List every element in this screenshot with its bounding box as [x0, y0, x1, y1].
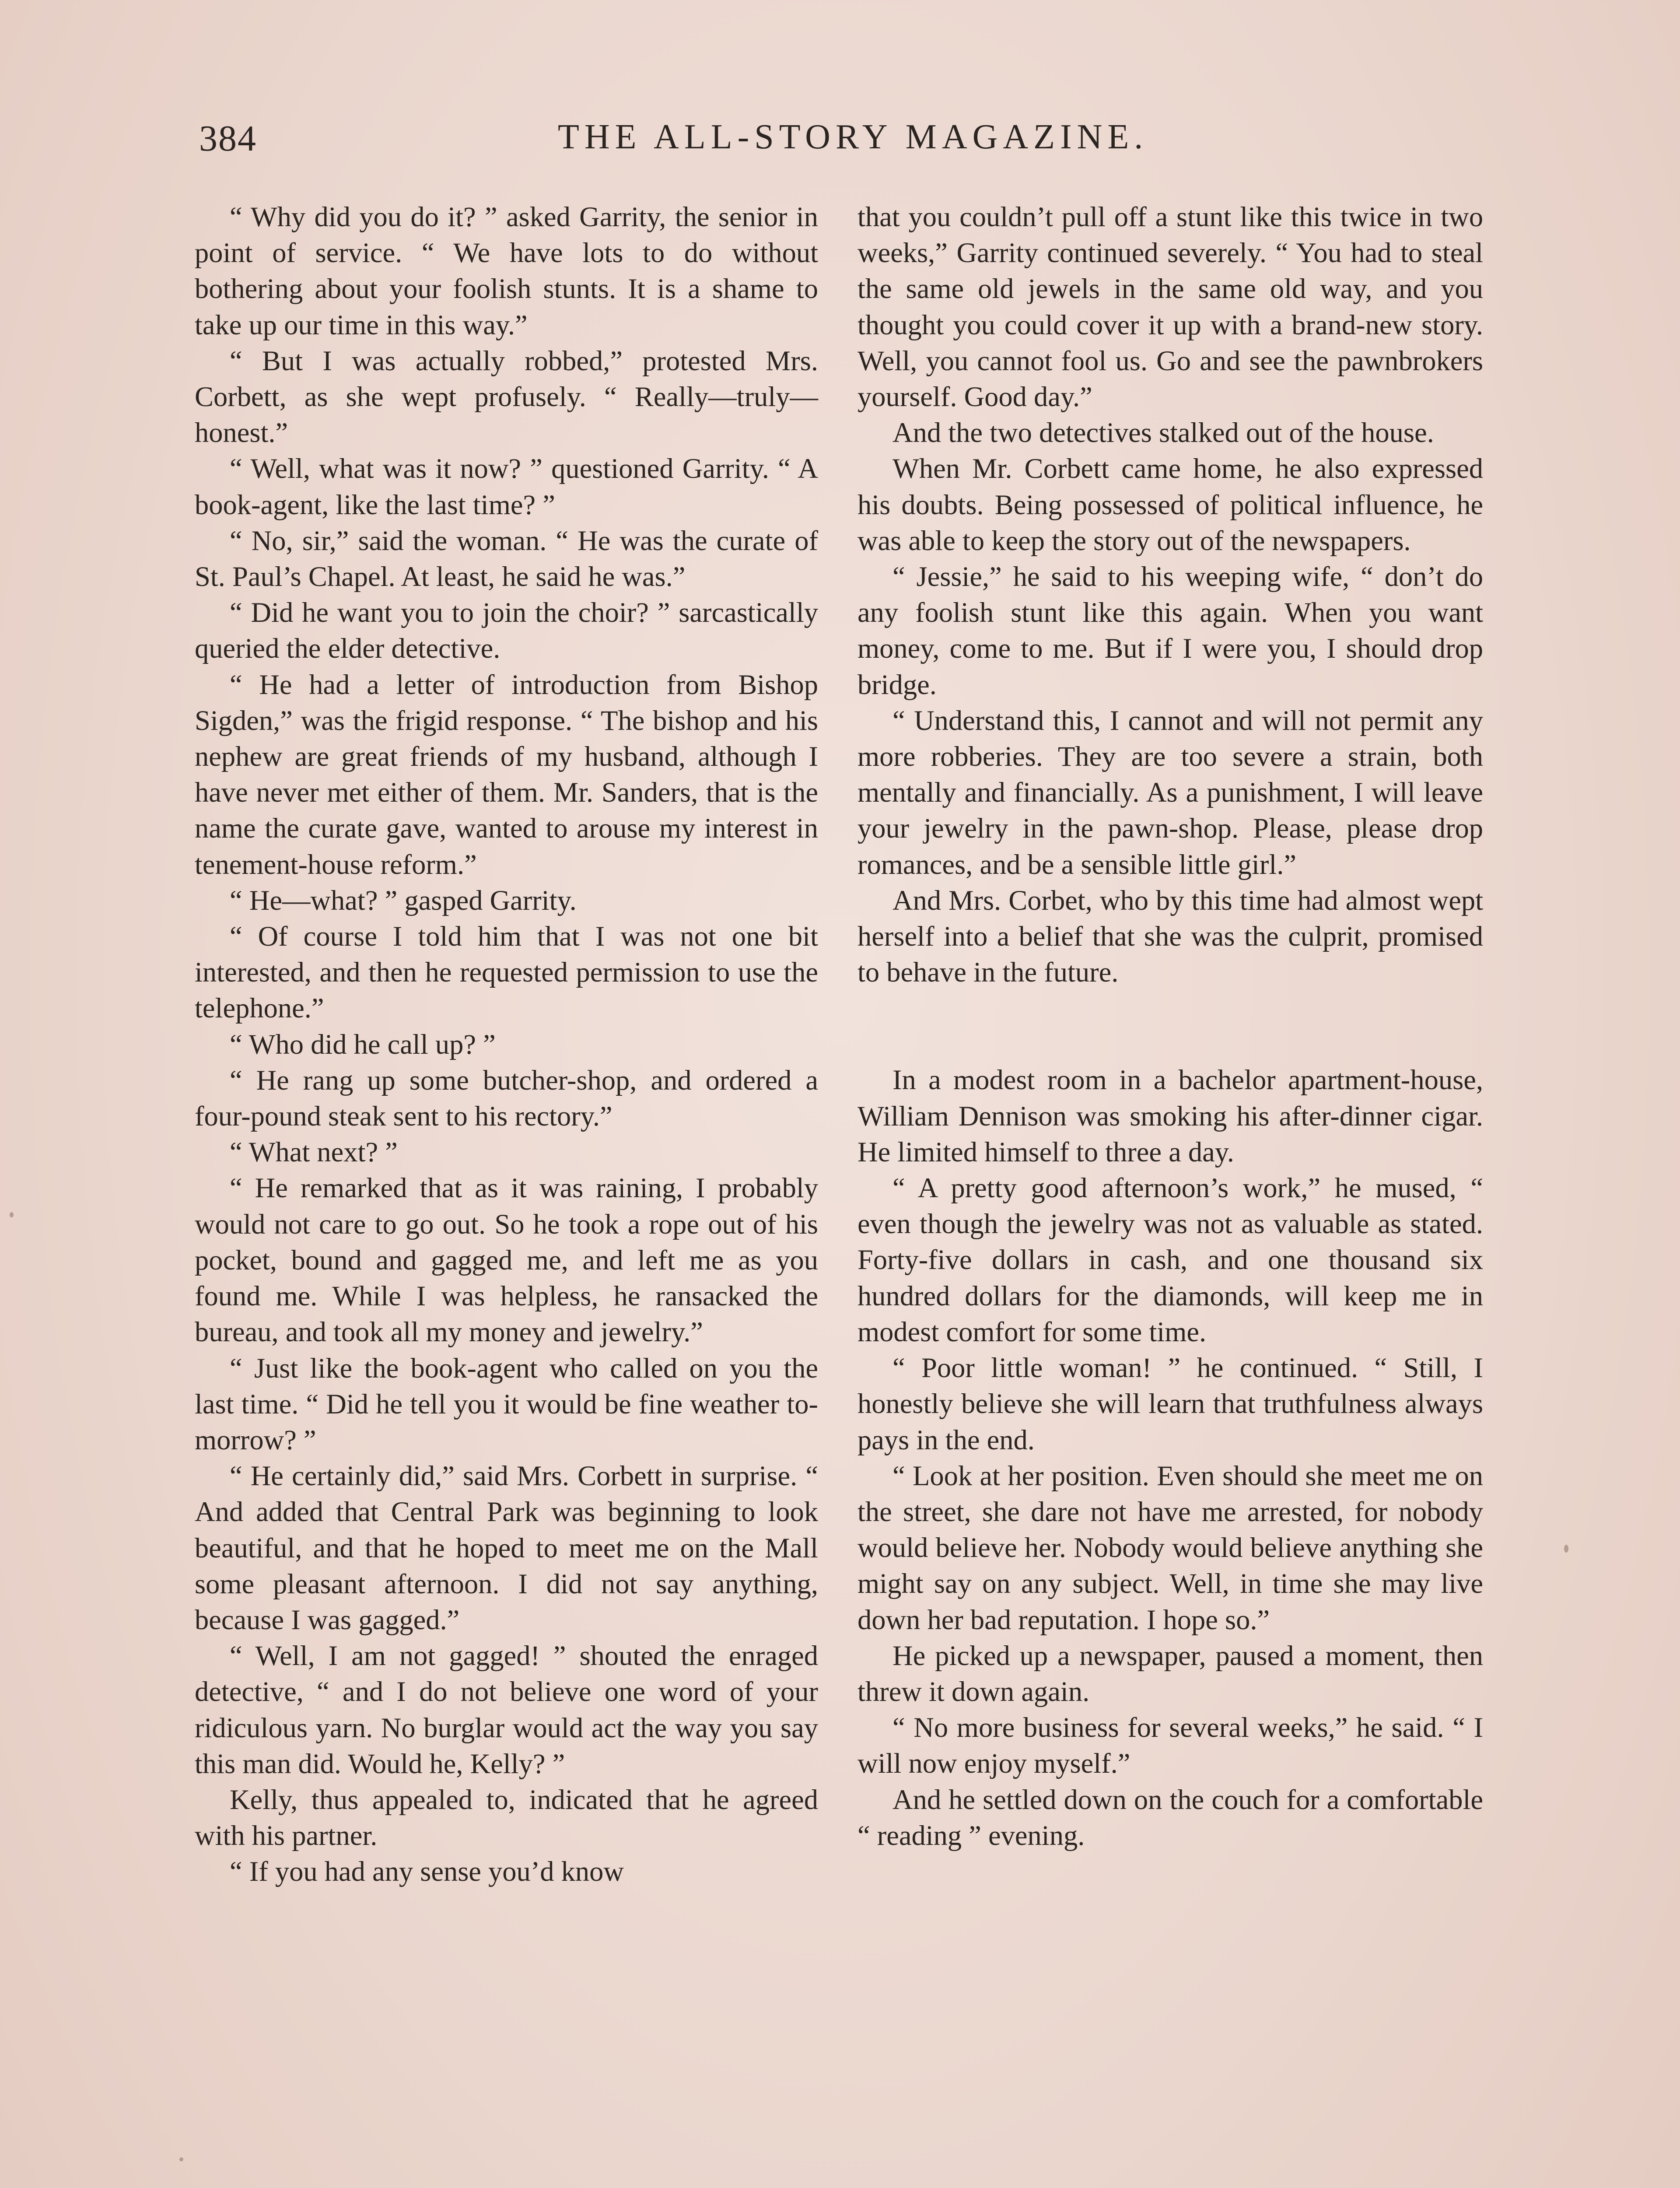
paragraph: In a modest room in a bachelor apartment-house, William Dennison was smoking his after-dinner cigar. He limited himself to three a day.	[858, 1064, 1483, 1168]
paragraph: “ Look at her position. Even should she meet me on the street, she dare not have me arrested, for nobody would believe her. Nobody would believe anything she might say on any subject. Well, in time she may live down her bad reputation. I hope so.”	[858, 1460, 1483, 1635]
paragraph: “ Well, I am not gagged! ” shouted the enraged detective, “ and I do not believe one word of your ridiculous yarn. No burglar would act the way you say this man did. Would he, Kelly? ”	[195, 1640, 818, 1779]
paragraph: “ No, sir,” said the woman. “ He was the curate of St. Paul’s Chapel. At least, he said he was.”	[195, 525, 818, 593]
paper-speck	[10, 1212, 14, 1217]
page-header	[199, 117, 1483, 170]
paragraph: “ Of course I told him that I was not one bit interested, and then he requested permission to use the telephone.”	[195, 921, 818, 1024]
paragraph: “ Understand this, I cannot and will not permit any more robberies. They are too severe a strain, both mentally and financially. As a punishment, I will leave your jewelry in the pawn-shop. Please, please drop romances, and be a sensible little girl.”	[858, 705, 1483, 880]
magazine-title: THE ALL-STORY MAGAZINE.	[558, 118, 1148, 156]
paragraph: “ He had a letter of introduction from Bishop Sigden,” was the frigid response. “ The bishop and his nephew are great friends of my husband, although I have never met either of them. Mr. Sanders, that is the name the curate gave, wanted to arouse my interest in tenement-house reform.”	[195, 669, 818, 880]
paragraph: “ Who did he call up? ”	[230, 1028, 496, 1060]
paragraph: “ If you had any sense you’d know	[230, 1856, 624, 1887]
paragraph: that you couldn’t pull off a stunt like this twice in two weeks,” Garrity continued severely. “ You had to steal the same old jewels in the same old way, and you thought you could cover it up with a brand-new story. Well, you cannot fool us. Go and see the pawnbrokers yourself. Good day.”	[858, 201, 1483, 413]
paragraph: “ Jessie,” he said to his weeping wife, “ don’t do any foolish stunt like this again. When you want money, come to me. But if I were you, I should drop bridge.	[858, 561, 1483, 700]
paragraph: “ Why did you do it? ” asked Garrity, the senior in point of service. “ We have lots to do without bothering about your foolish stunts. It is a shame to take up our time in this way.”	[195, 201, 818, 340]
left-column	[195, 199, 818, 1890]
paragraph: “ He—what? ” gasped Garrity.	[230, 884, 577, 916]
paragraph: “ Well, what was it now? ” questioned Garrity. “ A book-agent, like the last time? ”	[195, 453, 818, 520]
paragraph: “ Poor little woman! ” he continued. “ Still, I honestly believe she will learn that truthfulness always pays in the end.	[858, 1352, 1483, 1455]
paragraph: When Mr. Corbett came home, he also expressed his doubts. Being possessed of political influence, he was able to keep the story out of the newspapers.	[858, 453, 1483, 556]
paragraph: “ What next? ”	[230, 1136, 398, 1168]
paragraph: And he settled down on the couch for a comfortable “ reading ” evening.	[858, 1784, 1483, 1851]
paper-speck	[1564, 1545, 1568, 1553]
paragraph: And Mrs. Corbet, who by this time had almost wept herself into a belief that she was the culprit, promised to behave in the future.	[858, 884, 1483, 988]
paper-speck	[179, 2157, 183, 2161]
paragraph: “ No more business for several weeks,” he said. “ I will now enjoy myself.”	[858, 1712, 1483, 1779]
paragraph: Kelly, thus appealed to, indicated that he agreed with his partner.	[195, 1784, 818, 1851]
paragraph: “ He certainly did,” said Mrs. Corbett in surprise. “ And added that Central Park was beginning to look beautiful, and that he hoped to meet me on the Mall some pleasant afternoon. I did not say anything, because I was gagged.”	[195, 1460, 818, 1635]
paragraph: “ He rang up some butcher-shop, and ordered a four-pound steak sent to his rectory.”	[195, 1064, 818, 1132]
paragraph: “ But I was actually robbed,” protested Mrs. Corbett, as she wept profusely. “ Really—truly—honest.”	[195, 345, 818, 449]
right-column	[858, 199, 1483, 1854]
paragraph: “ Did he want you to join the choir? ” sarcastically queried the elder detective.	[195, 597, 818, 664]
paragraph: “ A pretty good afternoon’s work,” he mused, “ even though the jewelry was not as valuable as stated. Forty-five dollars in cash, and one thousand six hundred dollars for the diamonds, will keep me in modest comfort for some time.	[858, 1172, 1483, 1347]
paragraph: And the two detectives stalked out of the house.	[892, 417, 1434, 449]
paragraph: “ He remarked that as it was raining, I probably would not care to go out. So he took a rope out of his pocket, bound and gagged me, and left me as you found me. While I was helpless, he ransacked the bureau, and took all my money and jewelry.”	[195, 1172, 818, 1348]
page-number: 384	[199, 118, 257, 159]
paragraph: “ Just like the book-agent who called on you the last time. “ Did he tell you it would be fine weather to-morrow? ”	[195, 1352, 818, 1455]
paragraph: He picked up a newspaper, paused a moment, then threw it down again.	[858, 1640, 1483, 1707]
